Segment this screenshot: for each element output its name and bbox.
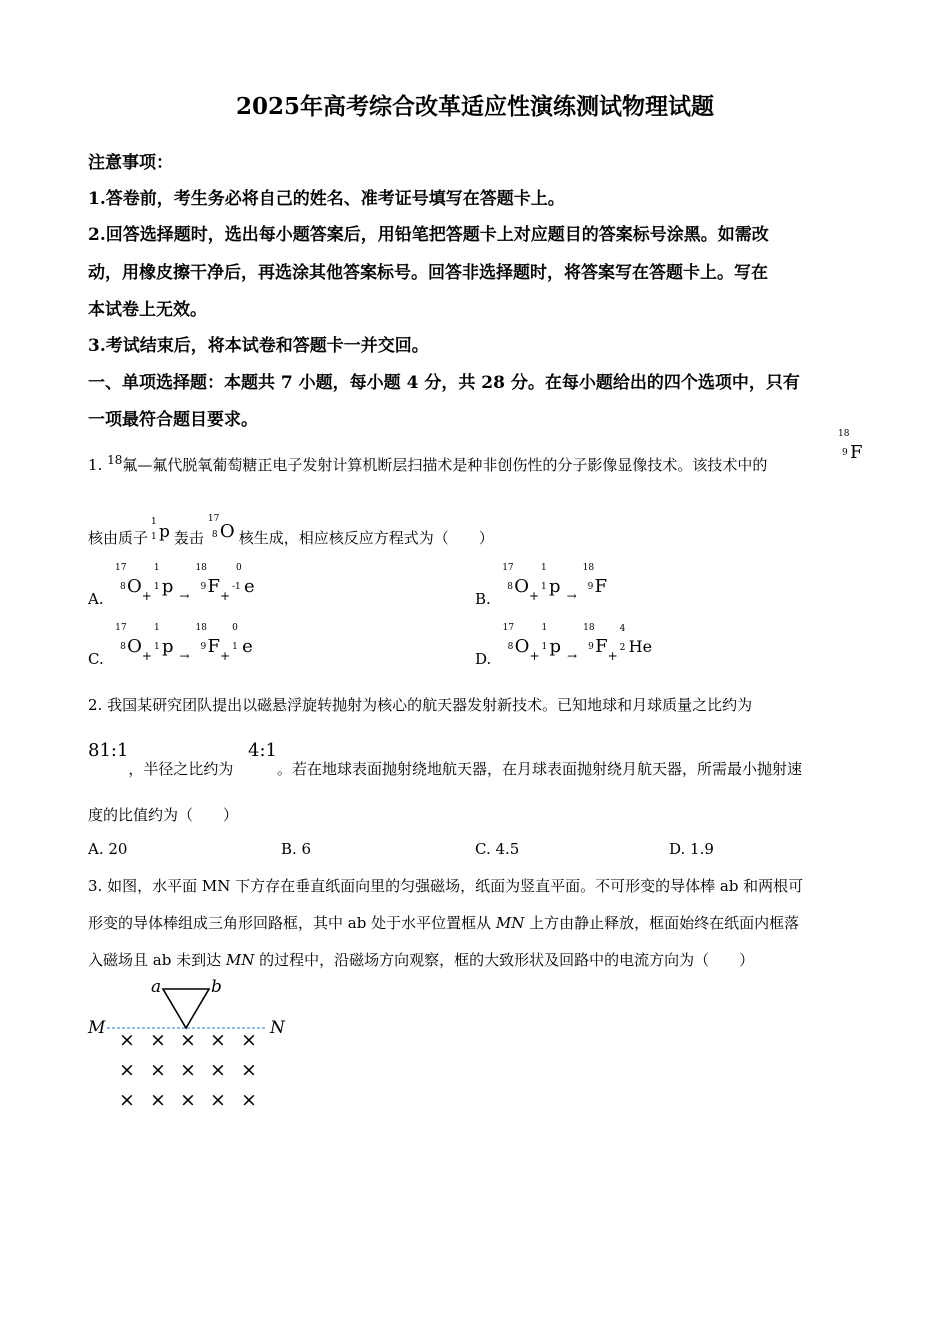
- field-cross-icon: ×: [150, 1089, 166, 1111]
- label-b: b: [211, 977, 222, 997]
- field-cross-icon: ×: [180, 1059, 196, 1081]
- q2-option-a[interactable]: A. 20: [88, 840, 128, 858]
- q3-line-2: 形变的导体棒组成三角形回路框，其中 ab 处于水平位置框从 MN 上方由静止释放，框面始终在纸面内框落: [88, 914, 800, 932]
- notes-item-2-line-3: 本试卷上无效。: [88, 300, 207, 320]
- notes-item-2-line-1: 2.回答选择题时，选出每小题答案后，用铅笔把答题卡上对应题目的答案标号涂黑。如需改: [88, 225, 769, 245]
- q1-option-c[interactable]: C. 17 8 $O_+$ 1 1 p $_\to$ 18 9 $F_+$ 0 1 e: [88, 623, 253, 668]
- notes-item-1: 1.答卷前，考生务必将自己的姓名、准考证号填写在答题卡上。: [88, 189, 565, 209]
- q2-option-c[interactable]: C. 4.5: [475, 840, 520, 858]
- q2-option-d[interactable]: D. 1.9: [669, 840, 714, 858]
- page-title: 2025年高考综合改革适应性演练测试物理试题: [235, 93, 714, 120]
- field-cross-icon: ×: [241, 1089, 257, 1111]
- field-cross-icon: ×: [150, 1059, 166, 1081]
- field-cross-icon: ×: [210, 1059, 226, 1081]
- notes-heading: 注意事项：: [88, 153, 173, 173]
- label-n: N: [270, 1018, 285, 1038]
- q1-nuclide-f18: 18 9 F: [838, 429, 863, 463]
- q2-mass-ratio: 81:1: [88, 740, 129, 761]
- q2-mid-text-1: ，半径之比约为: [128, 760, 234, 778]
- field-cross-icon: ×: [180, 1029, 196, 1051]
- q1-option-b[interactable]: B. 17 8 $O_+$ 1 1 p $_\to$ 18 9 F: [475, 563, 608, 608]
- q2-line-1: 2. 我国某研究团队提出以磁悬浮旋转抛射为核心的航天器发射新技术。已知地球和月球质量之比约为: [88, 696, 753, 714]
- field-cross-icon: ×: [119, 1089, 135, 1111]
- field-cross-icon: ×: [241, 1059, 257, 1081]
- section-1-line-2: 一项最符合题目要求。: [88, 410, 258, 430]
- q2-mid-text-2: 。若在地球表面抛射绕地航天器，在月球表面抛射绕月航天器，所需最小抛射速: [277, 760, 803, 778]
- triangle-frame: [163, 989, 209, 1028]
- field-cross-icon: ×: [150, 1029, 166, 1051]
- q1-option-a[interactable]: A. 17 8 $O_+$ 1 1 p $_\to$ 18 9 $F_+$ 0 -1 e: [88, 563, 255, 608]
- field-cross-icon: ×: [210, 1029, 226, 1051]
- field-cross-icon: ×: [119, 1059, 135, 1081]
- field-cross-icon: ×: [180, 1089, 196, 1111]
- field-cross-icon: ×: [119, 1029, 135, 1051]
- label-a: a: [151, 977, 162, 997]
- q2-radius-ratio: 4:1: [248, 740, 277, 761]
- q1-text-1: 氟—氟代脱氧葡萄糖正电子发射计算机断层扫描术是种非创伤性的分子影像显像技术。该技术中的: [122, 456, 768, 474]
- q3-line-1: 3. 如图，水平面 MN 下方存在垂直纸面向里的匀强磁场，纸面为竖直平面。不可形变的导体棒 ab 和两根可: [88, 877, 804, 895]
- q2-line-3: 度的比值约为（ ）: [88, 806, 239, 824]
- q3-figure: [85, 975, 305, 1115]
- q3-line-3: 入磁场且 ab 未到达 MN 的过程中，沿磁场方向观察，框的大致形状及回路中的电流方向为（ ）: [88, 951, 755, 969]
- notes-item-2-line-2: 动，用橡皮擦干净后，再选涂其他答案标号。回答非选择题时，将答案写在答题卡上。写在: [88, 263, 768, 283]
- field-cross-icon: ×: [210, 1089, 226, 1111]
- q2-line-2: [88, 740, 234, 778]
- q1-line-1: [88, 453, 767, 475]
- notes-item-3: 3.考试结束后，将本试卷和答题卡一并交回。: [88, 336, 429, 356]
- q1-pre-superscript: 18: [107, 453, 123, 467]
- label-m: M: [88, 1018, 106, 1038]
- q1-line-2: 核由质子 1 1 p 轰击 17 8 O 核生成，相应核反应方程式为（ ）: [88, 514, 494, 547]
- q1-number: 1.: [88, 456, 103, 474]
- section-1-line-1: 一、单项选择题：本题共 7 小题，每小题 4 分，共 28 分。在每小题给出的四个选项中，只有: [88, 373, 800, 393]
- q1-option-d[interactable]: D. 17 8 $O_+$ 1 1 p $_\to$ 18 9 $F_+$ 4 2 He: [475, 623, 653, 668]
- field-cross-icon: ×: [241, 1029, 257, 1051]
- q2-option-b[interactable]: B. 6: [281, 840, 312, 858]
